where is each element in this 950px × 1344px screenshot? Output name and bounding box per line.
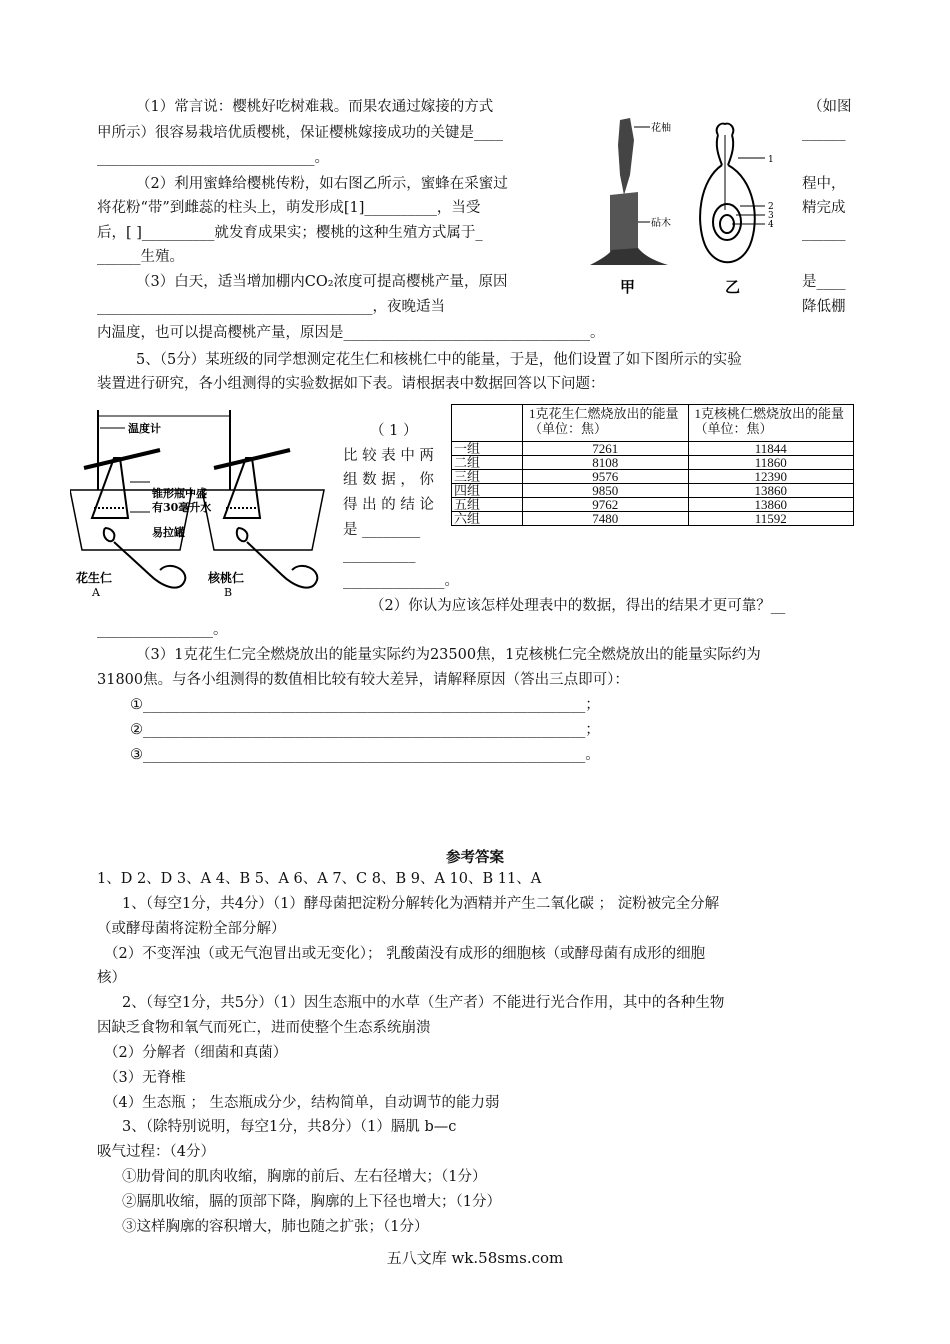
- answers-line7: 因缺乏食物和氧气而死亡，进而使整个生态系统崩溃: [97, 1020, 431, 1036]
- table-row: [452, 512, 854, 526]
- answers-line3: （或酵母菌将淀粉全部分解）: [97, 921, 286, 937]
- combustion-apparatus-figure: [70, 410, 340, 620]
- q4-p2-right3: ______: [802, 225, 846, 241]
- label-scion: 花柚: [651, 123, 671, 134]
- answers-line9: （3）无脊椎: [104, 1070, 186, 1086]
- q5-s1-line6: ______________。: [343, 573, 459, 589]
- q4-p1-right2: ______: [802, 125, 846, 141]
- answers-line2: 1、（每空1分，共4分）（1）酵母菌把淀粉分解转化为酒精并产生二氧化碳 ； 淀粉被完全分解: [122, 896, 720, 912]
- table-cell-group: 五组: [452, 498, 523, 512]
- q4-p2-right2: 精完成: [802, 200, 846, 216]
- q5-s1-line4: 是 ________: [343, 522, 421, 538]
- table-cell-peanut: 7261: [523, 442, 689, 456]
- caption-yi: 乙: [725, 278, 741, 296]
- q5-s1-line3: 得 出 的 结 论: [343, 497, 434, 513]
- table-cell-walnut: 11844: [688, 442, 854, 456]
- q4-p1-line1: （1）常言说：樱桃好吃树难栽。而果农通过嫁接的方式: [136, 99, 494, 115]
- label-flask-line1: 锥形瓶中盛: [152, 487, 207, 500]
- label-can: 易拉罐: [152, 526, 185, 539]
- flower-num-4: 4: [768, 220, 774, 230]
- q4-p2-line1: （2）利用蜜蜂给樱桃传粉，如右图乙所示，蜜蜂在采蜜过: [136, 176, 508, 192]
- q5-s2-line2: ________________。: [97, 622, 228, 638]
- answers-line1: 1、D 2、D 3、A 4、B 5、A 6、A 7、C 8、B 9、A 10、B 11、A: [97, 871, 542, 887]
- label-walnut: 核桃仁: [208, 571, 245, 585]
- table-cell-peanut: 9850: [523, 484, 689, 498]
- table-cell-peanut: 8108: [523, 456, 689, 470]
- table-row: [452, 470, 854, 484]
- label-a: A: [92, 586, 100, 599]
- answers-line14: ②膈肌收缩，膈的顶部下降，胸廓的上下径也增大；（1分）: [122, 1194, 501, 1210]
- answers-line8: （2）分解者（细菌和真菌）: [104, 1045, 288, 1061]
- label-flask-line2: 有30毫升水: [152, 501, 212, 514]
- q5-s1-line2: 组 数 据 ， 你: [343, 472, 434, 488]
- table-row: [452, 498, 854, 512]
- energy-table: [451, 404, 854, 526]
- answers-line10: （4）生态瓶 ； 生态瓶成分少，结构简单，自动调节的能力弱: [104, 1095, 500, 1111]
- q4-p2-line4: ______生殖。: [97, 249, 184, 265]
- label-b: B: [224, 586, 233, 599]
- answers-title: 参考答案: [446, 849, 504, 866]
- q5-s1-line0: （ 1 ）: [370, 423, 418, 439]
- answers-line4: （2）不变浑浊（或无气泡冒出或无变化）； 乳酸菌没有成形的细胞核（或酵母菌有成形的细胞: [104, 946, 706, 962]
- table-cell-group: 六组: [452, 512, 523, 526]
- q5-blank2: ②_____________________________________________________________；: [130, 722, 600, 738]
- answers-line11: 3、（除特别说明，每空1分，共8分）（1）膈肌 b—c: [122, 1119, 457, 1135]
- q4-p1-right1: （如图: [808, 99, 852, 115]
- table-header-empty: [452, 405, 523, 442]
- caption-jia: 甲: [620, 278, 636, 296]
- table-cell-peanut: 9576: [523, 470, 689, 484]
- table-cell-walnut: 11592: [688, 512, 854, 526]
- table-cell-walnut: 13860: [688, 484, 854, 498]
- flower-num-2: 2: [768, 202, 774, 212]
- answers-line15: ③这样胸廓的容积增大，肺也随之扩张；（1分）: [122, 1219, 429, 1235]
- q5-blank1: ①_____________________________________________________________；: [130, 697, 600, 713]
- answers-line6: 2、（每空1分，共5分）（1）因生态瓶中的水草（生产者）不能进行光合作用，其中的各种生物: [122, 995, 725, 1011]
- table-cell-peanut: 9762: [523, 498, 689, 512]
- table-cell-group: 三组: [452, 470, 523, 484]
- q4-p1-line3: ______________________________。: [97, 150, 329, 166]
- label-stock: 砧木: [651, 218, 671, 229]
- graft-illustration: [590, 118, 668, 265]
- table-cell-group: 二组: [452, 456, 523, 470]
- table-cell-peanut: 7480: [523, 512, 689, 526]
- answers-line12: 吸气过程：（4分）: [97, 1144, 215, 1160]
- q4-p3-line2: ______________________________________，夜晚适当: [97, 299, 445, 315]
- q5-intro-line2: 装置进行研究，各小组测得的实验数据如下表。请根据表中数据回答以下问题：: [97, 376, 605, 392]
- q4-p2-right1: 程中，: [802, 176, 846, 192]
- table-row: [452, 484, 854, 498]
- table-header-row: [452, 405, 854, 442]
- table-row: [452, 456, 854, 470]
- answers-line5: 核）: [97, 970, 126, 986]
- footer-watermark: 五八文库 wk.58sms.com: [386, 1249, 564, 1267]
- q5-s3-line2: 31800焦。与各小组测得的数值相比较有较大差异，请解释原因（答出三点即可）：: [97, 672, 629, 688]
- flower-illustration: [700, 124, 755, 263]
- q4-p2-line2: 将花粉“带”到雌蕊的柱头上，萌发形成[1]__________，当受: [97, 200, 481, 216]
- q4-p3-right2: 降低棚: [802, 299, 846, 315]
- q4-p3-line1: （3）白天，适当增加棚内CO₂浓度可提高樱桃产量，原因: [136, 274, 508, 290]
- q4-p3-right1: 是____: [802, 274, 846, 290]
- q5-s3-line1: （3）1克花生仁完全燃烧放出的能量实际约为23500焦，1克核桃仁完全燃烧放出的能量实际约为: [136, 647, 761, 663]
- table-cell-group: 一组: [452, 442, 523, 456]
- grafting-flower-figure: [590, 100, 800, 300]
- q4-p2-line3: 后，[ ]__________就发育成果实；樱桃的这种生殖方式属于_: [97, 225, 483, 241]
- table-header-walnut: 1克核桃仁燃烧放出的能量（单位：焦）: [688, 405, 854, 442]
- answers-line13: ①肋骨间的肌肉收缩，胸廓的前后、左右径增大；（1分）: [122, 1169, 487, 1185]
- table-cell-walnut: 13860: [688, 498, 854, 512]
- q5-s1-line1: 比 较 表 中 两: [343, 448, 434, 464]
- table-cell-walnut: 11860: [688, 456, 854, 470]
- q5-intro-line1: 5、（5分）某班级的同学想测定花生仁和核桃仁中的能量，于是，他们设置了如下图所示的实验: [136, 352, 742, 368]
- table-cell-group: 四组: [452, 484, 523, 498]
- flower-num-1: 1: [768, 155, 774, 165]
- flower-num-3: 3: [768, 211, 774, 221]
- q5-blank3: ③_____________________________________________________________。: [130, 747, 600, 763]
- label-peanut: 花生仁: [76, 571, 113, 585]
- q5-s2-line1: （2）你认为应该怎样处理表中的数据，得出的结果才更可靠？__: [370, 598, 786, 614]
- q5-s1-line5: __________: [343, 547, 416, 563]
- q4-p3-line3: 内温度，也可以提高樱桃产量，原因是__________________________________。: [97, 325, 605, 341]
- q4-p1-line2: 甲所示）很容易栽培优质樱桃，保证樱桃嫁接成功的关键是____: [97, 125, 503, 141]
- table-row: [452, 442, 854, 456]
- label-thermometer: 温度计: [128, 422, 161, 435]
- table-cell-walnut: 12390: [688, 470, 854, 484]
- table-header-peanut: 1克花生仁燃烧放出的能量（单位：焦）: [523, 405, 689, 442]
